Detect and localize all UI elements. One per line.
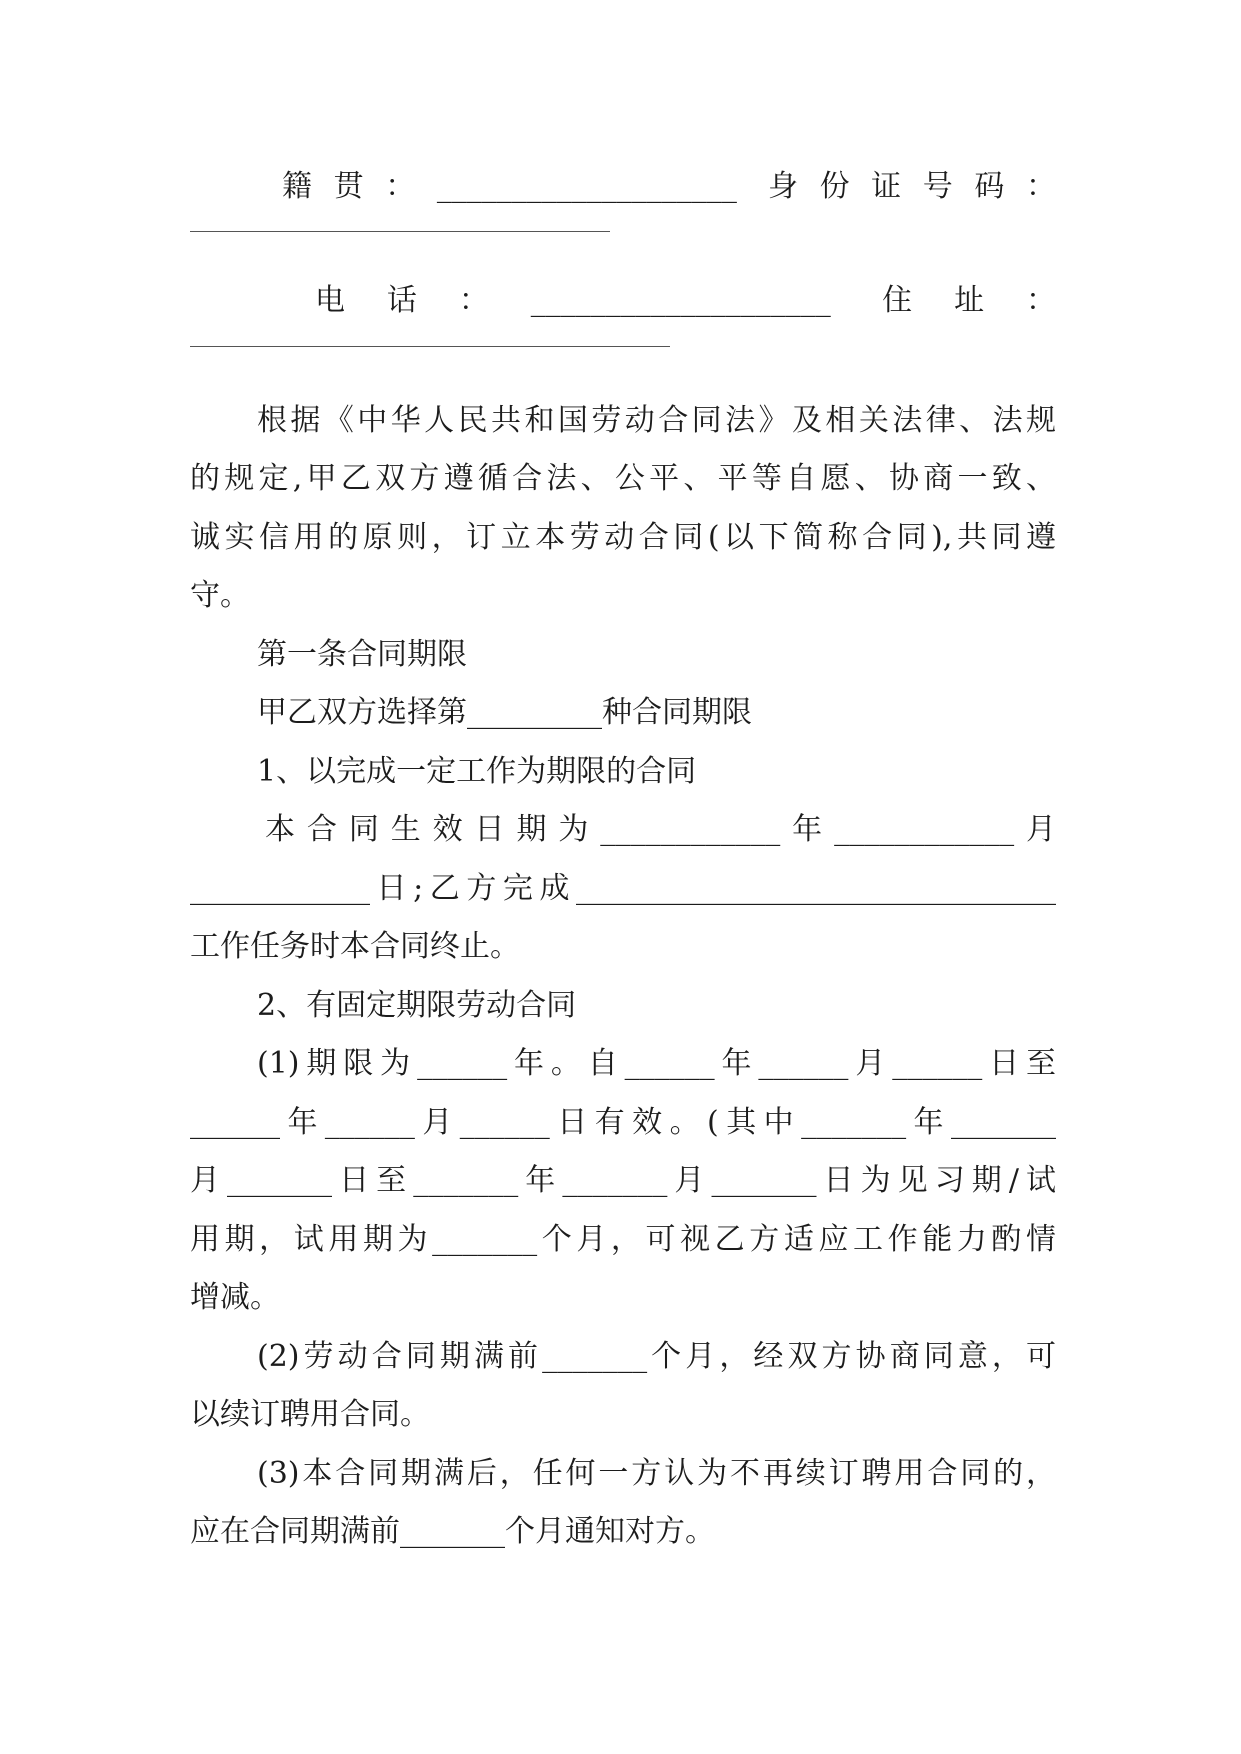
phone-address-line: 电话：____________________ 住址：	[315, 283, 1056, 318]
clause-1-line-3: 工作任务时本合同终止。	[190, 929, 520, 964]
id-number-blank	[190, 231, 610, 232]
clause-2-3-line-1: (3)本合同期满后，任何一方认为不再续订聘用合同的，	[257, 1456, 1056, 1491]
clause-2-2-line-2: 以续订聘用合同。	[190, 1397, 430, 1432]
clause-1-line-2: ____________日;乙方完成________________________________	[190, 871, 1056, 906]
preamble-line-4: 守。	[190, 578, 250, 613]
clause-2-title: 2、有固定期限劳动合同	[257, 988, 577, 1023]
address-blank	[190, 346, 670, 347]
clause-1-title: 1、以完成一定工作为期限的合同	[257, 754, 697, 789]
contract-term-choice: 甲乙双方选择第_________种合同期限	[257, 695, 752, 730]
article-1-heading: 第一条合同期限	[257, 637, 467, 672]
clause-2-1-line-2: ______年______月______日有效。(其中_______年_______	[190, 1105, 1056, 1140]
preamble-line-2: 的规定,甲乙双方遵循合法、公平、平等自愿、协商一致、	[190, 461, 1056, 496]
clause-2-1-line-5: 增减。	[190, 1280, 280, 1315]
clause-2-1-line-3: 月_______日至_______年_______月_______日为见习期/试	[190, 1163, 1056, 1198]
clause-2-3-line-2: 应在合同期满前_______个月通知对方。	[190, 1514, 715, 1549]
preamble-line-3: 诚实信用的原则，订立本劳动合同(以下简称合同),共同遵	[190, 520, 1056, 555]
clause-2-1-line-1: (1)期限为______年。自______年______月______日至	[257, 1046, 1056, 1081]
clause-2-2-line-1: (2)劳动合同期满前_______个月，经双方协商同意，可	[257, 1339, 1056, 1374]
preamble-line-1: 根据《中华人民共和国劳动合同法》及相关法律、法规	[257, 403, 1056, 438]
native-place-id-number-line: 籍贯：____________________ 身份证号码：	[282, 169, 1056, 204]
clause-2-1-line-4: 用期，试用期为_______个月，可视乙方适应工作能力酌情	[190, 1222, 1056, 1257]
clause-1-line-1: 本合同生效日期为____________年____________月	[265, 812, 1056, 847]
